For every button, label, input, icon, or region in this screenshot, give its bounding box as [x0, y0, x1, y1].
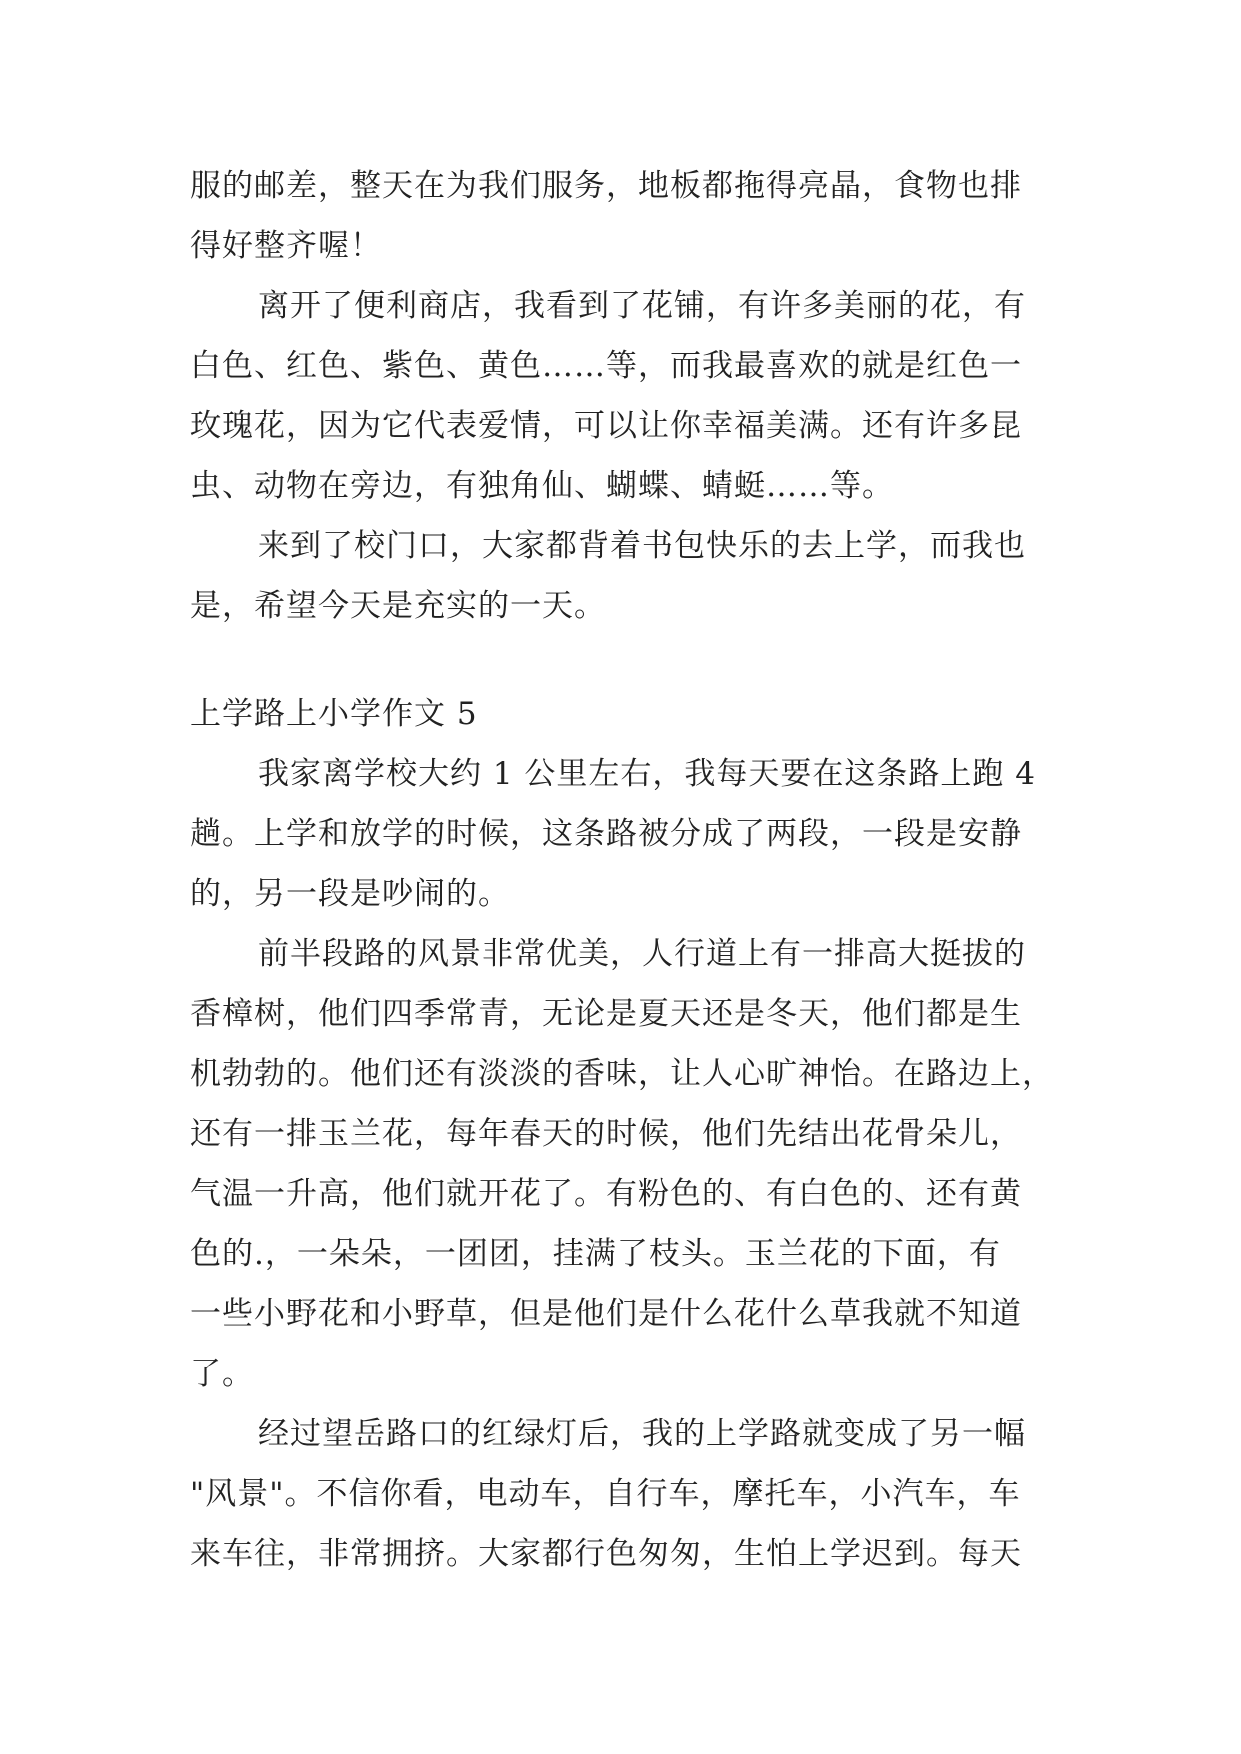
text-line: 服的邮差，整天在为我们服务，地板都拖得亮晶，食物也排 — [190, 168, 1022, 204]
text-line: "风景"。不信你看，电动车，自行车，摩托车，小汽车，车 — [190, 1476, 1021, 1512]
essay-title: 上学路上小学作文 5 — [190, 696, 478, 732]
paragraph — [190, 1404, 1062, 1584]
text-line: 得好整齐喔！ — [190, 228, 382, 264]
paragraph — [190, 744, 1062, 924]
text-line: 前半段路的风景非常优美，人行道上有一排高大挺拔的 — [258, 936, 1026, 972]
text-line: 趟。上学和放学的时候，这条路被分成了两段，一段是安静 — [190, 816, 1022, 852]
text-line: 机勃勃的。他们还有淡淡的香味，让人心旷神怡。在路边上， — [190, 1056, 1054, 1092]
paragraph — [190, 516, 1062, 636]
text-line: 经过望岳路口的红绿灯后，我的上学路就变成了另一幅 — [258, 1416, 1026, 1452]
essay-5 — [190, 684, 1062, 1584]
text-line: 是，希望今天是充实的一天。 — [190, 588, 606, 624]
essay-continuation — [190, 156, 1062, 636]
paragraph — [190, 156, 1062, 276]
text-line: 一些小野花和小野草，但是他们是什么花什么草我就不知道 — [190, 1296, 1022, 1332]
paragraph — [190, 276, 1062, 516]
text-line: 我家离学校大约 1 公里左右，我每天要在这条路上跑 4 — [258, 756, 1037, 792]
text-line: 离开了便利商店，我看到了花铺，有许多美丽的花，有 — [258, 288, 1026, 324]
text-line: 的，另一段是吵闹的。 — [190, 876, 510, 912]
text-line: 气温一升高，他们就开花了。有粉色的、有白色的、还有黄 — [190, 1176, 1022, 1212]
text-line: 玫瑰花，因为它代表爱情，可以让你幸福美满。还有许多昆 — [190, 408, 1022, 444]
text-line: 来到了校门口，大家都背着书包快乐的去上学，而我也 — [258, 528, 1026, 564]
text-line: 香樟树，他们四季常青，无论是夏天还是冬天，他们都是生 — [190, 996, 1022, 1032]
text-line: 白色、红色、紫色、黄色……等，而我最喜欢的就是红色一 — [190, 348, 1022, 384]
text-line: 虫、动物在旁边，有独角仙、蝴蝶、蜻蜓……等。 — [190, 468, 894, 504]
text-line: 还有一排玉兰花，每年春天的时候，他们先结出花骨朵儿， — [190, 1116, 1022, 1152]
text-line: 色的.，一朵朵，一团团，挂满了枝头。玉兰花的下面，有 — [190, 1236, 1001, 1272]
text-line: 来车往，非常拥挤。大家都行色匆匆，生怕上学迟到。每天 — [190, 1536, 1022, 1572]
paragraph — [190, 924, 1062, 1404]
text-line: 了。 — [190, 1356, 254, 1392]
